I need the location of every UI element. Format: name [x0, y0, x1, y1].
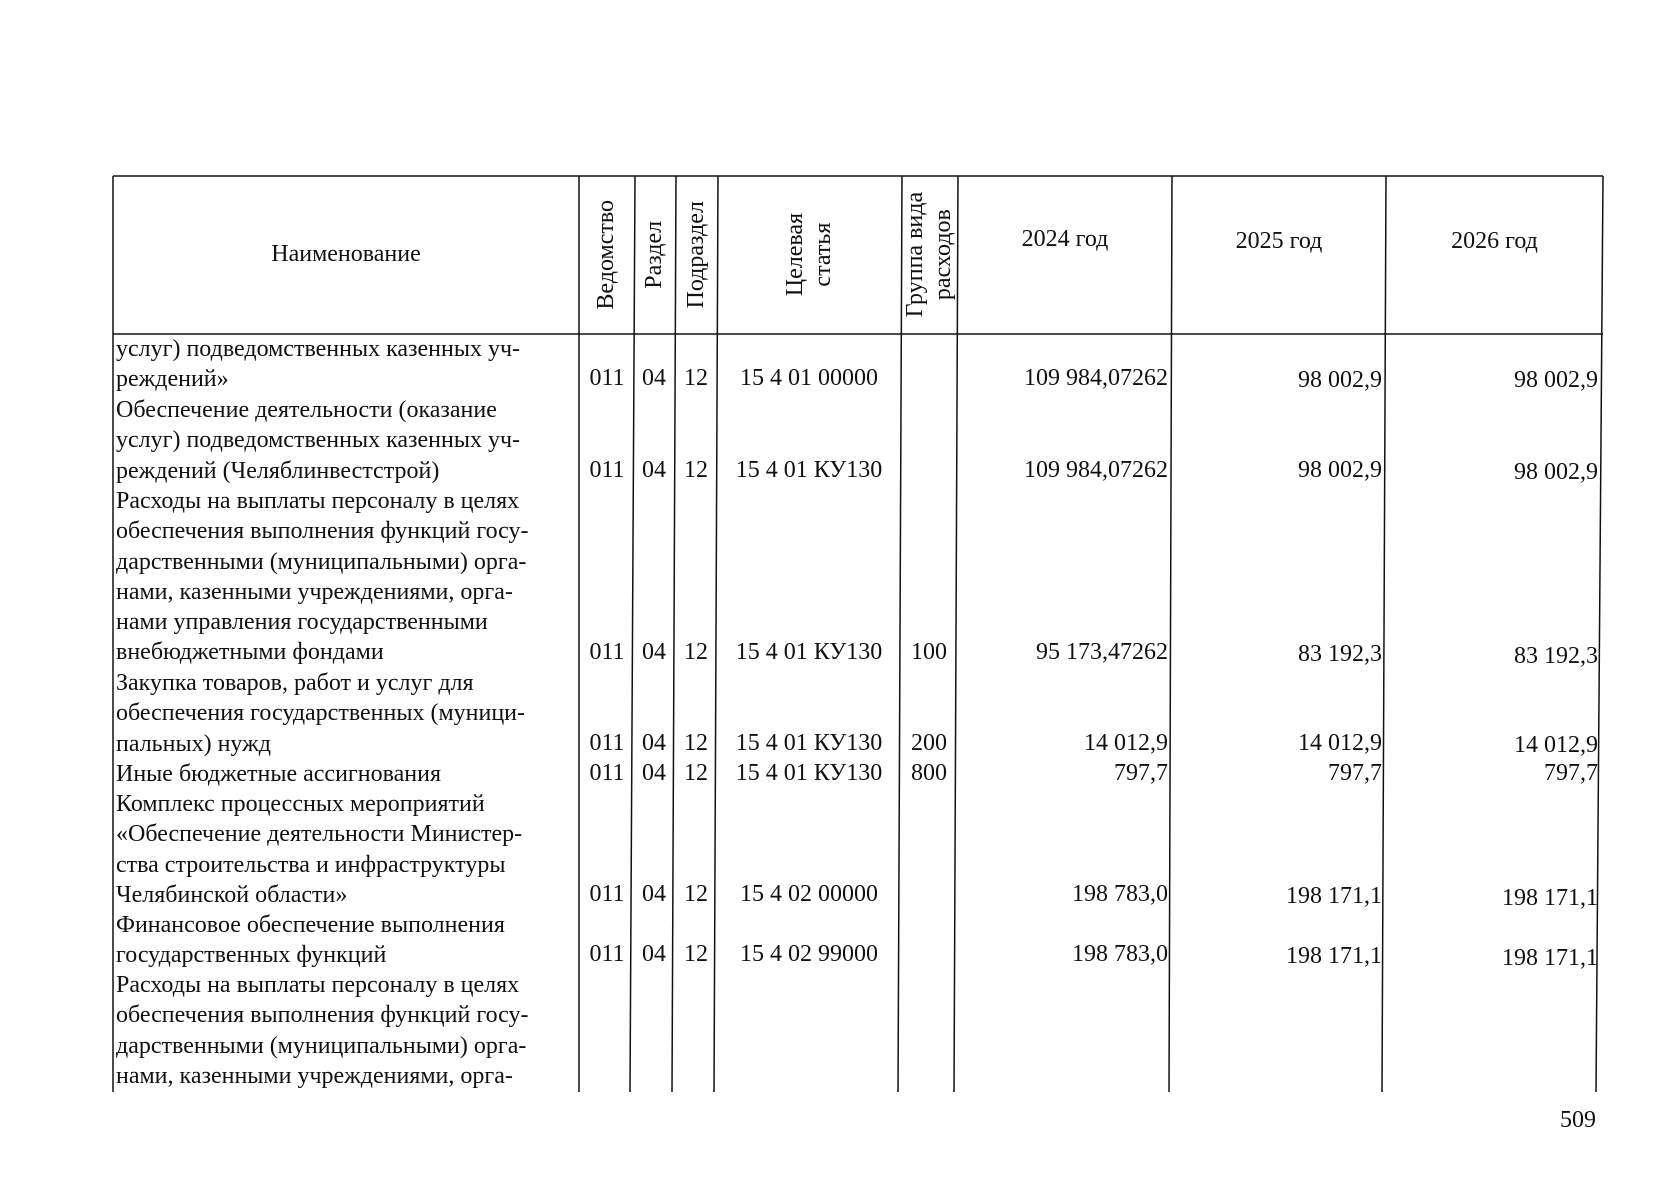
row-2-vedomstvo: 011 — [589, 639, 625, 665]
row-2-2025: 83 192,3 — [1298, 641, 1382, 667]
row-7-name — [116, 970, 570, 1091]
header-vedomstvo — [580, 178, 634, 332]
row-5-line-3: Челябинской области» — [116, 881, 348, 908]
row-0-podrazdel: 12 — [684, 365, 708, 391]
header-celevaya-line1: Целевая — [782, 213, 809, 297]
row-2-podrazdel: 12 — [684, 639, 708, 665]
row-1-line-1: услуг) подведомственных казенных уч- — [116, 427, 521, 454]
row-1-podrazdel: 12 — [684, 457, 708, 483]
header-podrazdel-label: Подраздел — [683, 201, 710, 309]
row-3-2024: 14 012,9 — [1084, 730, 1168, 756]
row-6-vedomstvo: 011 — [589, 941, 625, 967]
row-5-razdel: 04 — [642, 881, 666, 907]
header-2024: 2024 год — [1021, 226, 1109, 253]
row-1-celevaya: 15 4 01 КУ130 — [735, 457, 883, 483]
header-celevaya-statya-label — [782, 213, 837, 296]
row-2-line-2: дарственными (муниципальными) орга- — [116, 548, 527, 575]
row-3-celevaya: 15 4 01 КУ130 — [735, 730, 883, 756]
row-5-2024: 198 783,0 — [1072, 881, 1168, 907]
row-5-celevaya: 15 4 02 00000 — [740, 881, 878, 907]
row-0-2026: 98 002,9 — [1514, 367, 1598, 393]
row-1-vedomstvo: 011 — [589, 457, 625, 483]
row-6-2026: 198 171,1 — [1502, 945, 1598, 971]
header-razdel — [634, 178, 676, 332]
row-0-line-1: реждений» — [116, 366, 229, 393]
row-5-name — [116, 789, 570, 910]
row-1-razdel: 04 — [642, 457, 666, 483]
row-2-line-1: обеспечения выполнения функций госу- — [116, 518, 529, 545]
row-5-podrazdel: 12 — [684, 881, 708, 907]
header-name: Наименование — [271, 241, 421, 268]
row-5-2026: 198 171,1 — [1502, 885, 1598, 911]
row-2-line-5: внебюджетными фондами — [116, 639, 384, 666]
row-6-celevaya: 15 4 02 99000 — [740, 941, 878, 967]
row-5-line-2: ства строительства и инфраструктуры — [116, 851, 506, 878]
row-7-line-3: нами, казенными учреждениями, орга- — [116, 1062, 513, 1089]
row-2-line-0: Расходы на выплаты персоналу в целях — [116, 488, 520, 514]
header-vedomstvo-label: Ведомство — [593, 200, 620, 310]
row-0-2024: 109 984,07262 — [1024, 365, 1168, 391]
row-3-podrazdel: 12 — [684, 730, 708, 756]
row-5-line-0: Комплекс процессных мероприятий — [116, 791, 485, 817]
header-gruppa-line2: расходов — [930, 209, 956, 301]
row-6-line-0: Финансовое обеспечение выполнения — [116, 912, 505, 938]
row-3-line-0: Закупка товаров, работ и услуг для — [116, 670, 474, 696]
row-1-2024: 109 984,07262 — [1024, 457, 1168, 483]
row-4-line-0: Иные бюджетные ассигнования — [116, 761, 441, 787]
header-2025: 2025 год — [1235, 228, 1323, 255]
row-3-2026: 14 012,9 — [1514, 732, 1598, 758]
page-number: 509 — [1560, 1107, 1596, 1133]
row-0-name — [116, 334, 570, 395]
row-4-2026: 797,7 — [1544, 760, 1598, 786]
row-6-2024: 198 783,0 — [1072, 941, 1168, 967]
row-4-2024: 797,7 — [1114, 760, 1168, 786]
row-2-gruppa: 100 — [911, 639, 947, 665]
row-7-line-0: Расходы на выплаты персоналу в целях — [116, 972, 520, 998]
row-1-name — [116, 395, 570, 486]
row-4-2025: 797,7 — [1328, 760, 1382, 786]
row-0-2025: 98 002,9 — [1298, 367, 1382, 393]
row-6-name — [116, 910, 570, 971]
row-0-celevaya: 15 4 01 00000 — [740, 365, 878, 391]
row-1-line-2: реждений (Челяблинвестстрой) — [116, 457, 440, 484]
header-gruppa-vida-rashodov — [902, 178, 958, 332]
row-4-razdel: 04 — [642, 760, 666, 786]
row-4-podrazdel: 12 — [684, 760, 708, 786]
row-6-podrazdel: 12 — [684, 941, 708, 967]
row-3-line-1: обеспечения государственных (муници- — [116, 700, 526, 727]
row-4-celevaya: 15 4 01 КУ130 — [735, 760, 883, 786]
row-1-2025: 98 002,9 — [1298, 457, 1382, 483]
row-7-line-1: обеспечения выполнения функций госу- — [116, 1002, 529, 1029]
row-3-vedomstvo: 011 — [589, 730, 625, 756]
row-2-line-3: нами, казенными учреждениями, орга- — [116, 578, 513, 605]
row-2-celevaya: 15 4 01 КУ130 — [735, 639, 883, 665]
row-1-2026: 98 002,9 — [1514, 459, 1598, 485]
header-podrazdel — [676, 178, 718, 332]
header-celevaya-line2: статья — [809, 223, 836, 287]
row-0-razdel: 04 — [642, 365, 666, 391]
header-gruppa-label — [902, 192, 957, 317]
row-3-2025: 14 012,9 — [1298, 730, 1382, 756]
row-5-2025: 198 171,1 — [1286, 883, 1382, 909]
row-3-gruppa: 200 — [911, 730, 947, 756]
row-2-line-4: нами управления государственными — [116, 609, 488, 636]
row-6-line-1: государственных функций — [116, 942, 387, 969]
row-3-name — [116, 668, 570, 759]
header-gruppa-line1: Группа вида — [902, 192, 929, 318]
row-2-2024: 95 173,47262 — [1036, 639, 1168, 665]
row-7-line-2: дарственными (муниципальными) орга- — [116, 1032, 527, 1059]
row-0-vedomstvo: 011 — [589, 365, 625, 391]
row-1-line-0: Обеспечение деятельности (оказание — [116, 397, 497, 423]
row-5-vedomstvo: 011 — [589, 881, 625, 907]
row-2-razdel: 04 — [642, 639, 666, 665]
row-0-line-0: услуг) подведомственных казенных уч- — [116, 336, 521, 362]
row-2-name — [116, 486, 570, 668]
header-razdel-label: Раздел — [641, 221, 668, 289]
row-4-name — [116, 759, 570, 789]
row-2-2026: 83 192,3 — [1514, 643, 1598, 669]
row-3-razdel: 04 — [642, 730, 666, 756]
header-2026: 2026 год — [1451, 228, 1538, 255]
header-celevaya-statya — [718, 178, 902, 332]
row-6-2025: 198 171,1 — [1286, 943, 1382, 969]
row-3-line-2: пальных) нужд — [116, 730, 271, 757]
row-4-gruppa: 800 — [911, 760, 947, 786]
row-4-vedomstvo: 011 — [589, 760, 625, 786]
row-6-razdel: 04 — [642, 941, 666, 967]
row-5-line-1: «Обеспечение деятельности Министер- — [116, 821, 523, 848]
